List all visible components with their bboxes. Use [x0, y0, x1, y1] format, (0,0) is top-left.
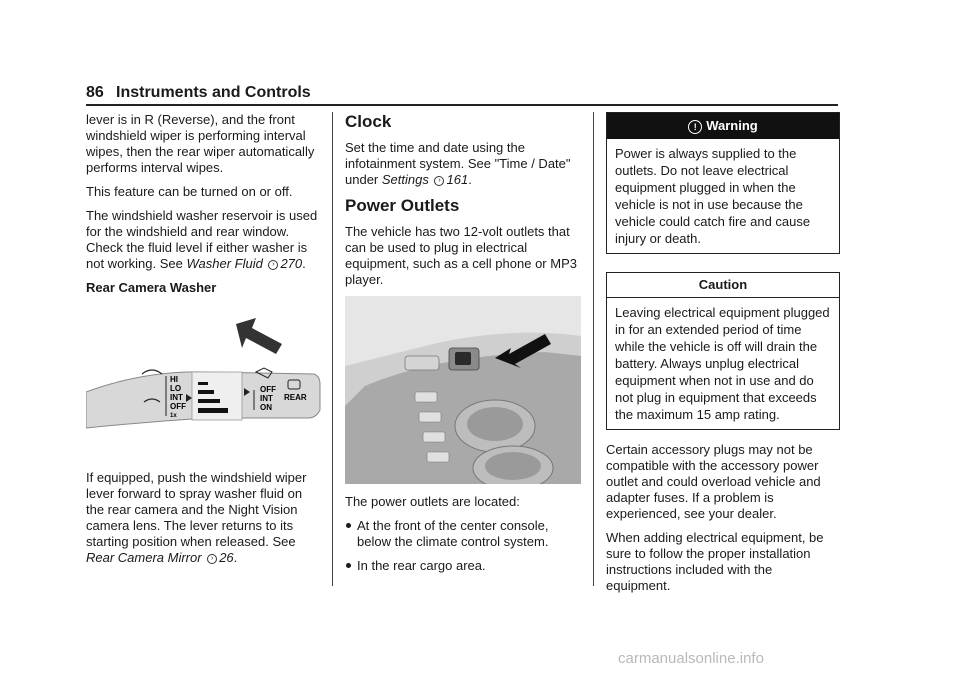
label-int: INT [170, 393, 183, 402]
label-1x: 1x [170, 413, 177, 419]
label-rear-on: ON [260, 403, 272, 412]
column-middle [345, 112, 581, 582]
paragraph-power-outlets: The vehicle has two 12-volt outlets that can be used to plug in electrical equipment, such as a cell phone or MP3 player. [345, 224, 577, 287]
paragraph-clock: Set the time and date using the infotainment system. See "Time / Date" under Settings › 161. [345, 140, 571, 187]
front-wiper-icon [142, 370, 162, 374]
column-left [86, 112, 322, 574]
label-lo: LO [170, 384, 182, 393]
warning-icon: ! [688, 120, 702, 134]
push-arrow-icon [236, 318, 282, 354]
caution-box [606, 272, 840, 430]
caution-text: Leaving electrical equipment plugged in for an extended period of time while the vehicle is off will drain the battery. Always unplug electrical equipment when not in use and do not plug in equipment that exceeds the maximum 15 amp rating. [615, 305, 830, 422]
list-item: At the front of the center console, below the climate control system. [345, 518, 581, 550]
heading-clock: Clock [345, 112, 392, 131]
warning-box [606, 112, 840, 254]
page-ref-icon: › [268, 260, 278, 270]
washer-fluid-link[interactable]: Washer Fluid [186, 256, 263, 271]
caution-title: Caution [607, 273, 839, 298]
watermark: carmanualsonline.info [618, 650, 764, 667]
rear-camera-washer-text: If equipped, push the windshield wiper lever forward to spray washer fluid on the rear camera and the Night Vision camera lens. The lever returns to its starting position when released. See [86, 470, 307, 549]
washer-reservoir-text: The windshield washer reservoir is used for the windshield and rear window. Check the fluid level if either washer is not working. See [86, 208, 318, 271]
power-outlet-icon [455, 352, 471, 365]
settings-page[interactable]: 161 [446, 172, 469, 187]
outlet-left [405, 356, 439, 370]
paragraph-adding-equipment: When adding electrical equipment, be sure to follow the proper installation instructions included with the equipment. [606, 530, 824, 593]
wiper-lever-figure [86, 310, 322, 452]
label-hi: HI [170, 375, 178, 384]
warning-title: Warning [706, 118, 758, 133]
rear-camera-mirror-page[interactable]: 26 [219, 550, 234, 565]
label-off: OFF [170, 402, 186, 411]
column-divider-1 [332, 112, 333, 586]
outlet-locations-list [345, 518, 581, 574]
page-header [86, 84, 838, 106]
page-ref-icon: › [207, 554, 217, 564]
washer-fluid-page[interactable]: 270 [280, 256, 303, 271]
section-title: Instruments and Controls [116, 84, 311, 101]
column-divider-2 [593, 112, 594, 586]
clock-text: Set the time and date using the infotainment system. See "Time / Date" under [345, 140, 571, 187]
paragraph-interval-wipes: lever is in R (Reverse), and the front windshield wiper is performing interval wipes, then the rear wiper automatically performs interval wipes. [86, 112, 315, 175]
paragraph-washer-reservoir: The windshield washer reservoir is used for the windshield and rear window. Check the fluid level if either washer is not working. See Washer Fluid › 270. [86, 208, 318, 271]
heading-power-outlets: Power Outlets [345, 196, 460, 215]
paragraph-feature-toggle: This feature can be turned on or off. [86, 184, 293, 199]
paragraph-rear-camera-washer: If equipped, push the windshield wiper lever forward to spray washer fluid on the rear camera and the Night Vision camera lens. The lever returns to its starting position when released. See Rear Camera Mirror › 26. [86, 470, 307, 565]
label-rear-int: INT [260, 394, 273, 403]
paragraph-accessory-plugs: Certain accessory plugs may not be compatible with the accessory power outlet and could overload vehicle and adapter fuses. If a problem is experienced, see your dealer. [606, 442, 821, 521]
label-rear-off: OFF [260, 385, 276, 394]
label-rear: REAR [284, 393, 307, 402]
warning-header [607, 113, 839, 139]
rear-camera-mirror-link[interactable]: Rear Camera Mirror [86, 550, 202, 565]
subheading-rear-camera-washer: Rear Camera Washer [86, 280, 217, 295]
list-item: In the rear cargo area. [345, 558, 581, 574]
paragraph-outlets-located: The power outlets are located: [345, 494, 520, 509]
column-right [606, 112, 840, 602]
center-console-figure [345, 296, 581, 484]
warning-text: Power is always supplied to the outlets. Do not leave electrical equipment plugged in when the vehicle is not in use because the vehicle could catch fire and cause injury or death. [615, 146, 811, 246]
page-number: 86 [86, 84, 104, 101]
page-ref-icon: › [434, 176, 444, 186]
header-rule [86, 104, 838, 106]
settings-link[interactable]: Settings [381, 172, 429, 187]
